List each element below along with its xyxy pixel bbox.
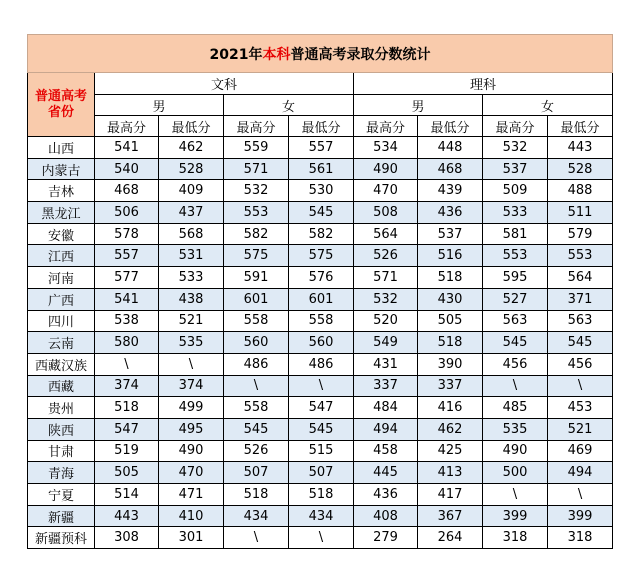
score-cell: 490 [354, 158, 418, 180]
province-cell: 江西 [28, 245, 95, 267]
score-cell: 507 [224, 462, 289, 484]
score-cell: 279 [354, 527, 418, 549]
score-cell: 494 [548, 462, 613, 484]
table-row [28, 440, 613, 462]
score-cell: \ [289, 375, 354, 397]
score-cell: 580 [95, 332, 159, 354]
score-cell: 458 [354, 440, 418, 462]
score-cell: 408 [354, 505, 418, 527]
province-cell: 新疆 [28, 505, 95, 527]
score-cell: \ [224, 527, 289, 549]
table-row [28, 267, 613, 289]
province-cell: 云南 [28, 332, 95, 354]
score-cell: 488 [548, 180, 613, 202]
score-cell: 535 [483, 418, 548, 440]
score-cell: \ [548, 484, 613, 506]
score-cell: 318 [548, 527, 613, 549]
group-header-like: 理科 [354, 73, 613, 95]
province-cell: 河南 [28, 267, 95, 289]
score-cell: 456 [483, 353, 548, 375]
table-row [28, 223, 613, 245]
score-cell: 582 [289, 223, 354, 245]
province-cell: 吉林 [28, 180, 95, 202]
score-cell: 533 [159, 267, 224, 289]
score-cell: 499 [159, 397, 224, 419]
score-cell: 500 [483, 462, 548, 484]
score-cell: 532 [224, 180, 289, 202]
score-cell: \ [224, 375, 289, 397]
score-cell: 561 [289, 158, 354, 180]
column-header: 最低分 [159, 116, 224, 137]
score-cell: 434 [224, 505, 289, 527]
score-cell: 443 [95, 505, 159, 527]
score-cell: 581 [483, 223, 548, 245]
province-cell: 西藏 [28, 375, 95, 397]
score-cell: 436 [354, 484, 418, 506]
score-cell: 560 [289, 332, 354, 354]
score-table [27, 34, 613, 549]
score-cell: 410 [159, 505, 224, 527]
score-cell: 470 [159, 462, 224, 484]
score-cell: 534 [354, 137, 418, 159]
score-cell: 601 [224, 288, 289, 310]
score-cell: 453 [548, 397, 613, 419]
table-title [28, 35, 613, 73]
score-cell: 337 [418, 375, 483, 397]
table-row [28, 158, 613, 180]
score-cell: 264 [418, 527, 483, 549]
score-cell: 518 [418, 267, 483, 289]
score-cell: 416 [418, 397, 483, 419]
score-cell: 470 [354, 180, 418, 202]
score-cell: 537 [483, 158, 548, 180]
score-cell: 568 [159, 223, 224, 245]
score-cell: 518 [95, 397, 159, 419]
score-cell: 577 [95, 267, 159, 289]
score-cell: 564 [548, 267, 613, 289]
score-cell: 519 [95, 440, 159, 462]
score-cell: 485 [483, 397, 548, 419]
score-cell: 531 [159, 245, 224, 267]
score-cell: 558 [224, 397, 289, 419]
score-cell: 560 [224, 332, 289, 354]
province-cell: 陕西 [28, 418, 95, 440]
table-row [28, 484, 613, 506]
table-row [28, 180, 613, 202]
score-cell: 532 [354, 288, 418, 310]
gender-header: 女 [483, 95, 613, 116]
score-cell: 337 [354, 375, 418, 397]
score-cell: 518 [289, 484, 354, 506]
score-cell: 431 [354, 353, 418, 375]
column-header: 最高分 [224, 116, 289, 137]
province-cell: 安徽 [28, 223, 95, 245]
score-cell: 437 [159, 202, 224, 224]
column-header: 最低分 [548, 116, 613, 137]
score-cell: 578 [95, 223, 159, 245]
score-cell: 558 [224, 310, 289, 332]
score-cell: 557 [289, 137, 354, 159]
score-cell: 486 [289, 353, 354, 375]
score-cell: 468 [418, 158, 483, 180]
score-cell: 514 [95, 484, 159, 506]
score-cell: 409 [159, 180, 224, 202]
column-header: 最高分 [95, 116, 159, 137]
score-cell: 417 [418, 484, 483, 506]
table-row [28, 137, 613, 159]
score-cell: 528 [159, 158, 224, 180]
table-row [28, 245, 613, 267]
score-cell: 318 [483, 527, 548, 549]
score-cell: 541 [95, 288, 159, 310]
score-cell: 532 [483, 137, 548, 159]
table-row [28, 332, 613, 354]
score-cell: 469 [548, 440, 613, 462]
title-year: 2021年 [209, 46, 263, 63]
score-cell: 438 [159, 288, 224, 310]
score-cell: 547 [289, 397, 354, 419]
score-cell: 521 [548, 418, 613, 440]
score-cell: 575 [224, 245, 289, 267]
score-cell: 456 [548, 353, 613, 375]
score-cell: 553 [224, 202, 289, 224]
score-cell: 445 [354, 462, 418, 484]
score-cell: 506 [95, 202, 159, 224]
score-cell: 430 [418, 288, 483, 310]
score-cell: 439 [418, 180, 483, 202]
score-cell: \ [548, 375, 613, 397]
province-cell: 黑龙江 [28, 202, 95, 224]
score-cell: \ [289, 527, 354, 549]
group-header-wenke: 文科 [95, 73, 354, 95]
score-cell: 601 [289, 288, 354, 310]
score-cell: 537 [418, 223, 483, 245]
score-cell: 533 [483, 202, 548, 224]
score-cell: 527 [483, 288, 548, 310]
table-row [28, 397, 613, 419]
table-row [28, 288, 613, 310]
score-table-container [27, 34, 612, 549]
province-cell: 青海 [28, 462, 95, 484]
score-cell: 505 [418, 310, 483, 332]
score-cell: 436 [418, 202, 483, 224]
gender-header: 男 [354, 95, 483, 116]
score-cell: 443 [548, 137, 613, 159]
score-cell: 579 [548, 223, 613, 245]
score-cell: 494 [354, 418, 418, 440]
score-cell: 301 [159, 527, 224, 549]
score-cell: 571 [224, 158, 289, 180]
score-cell: 468 [95, 180, 159, 202]
score-cell: 399 [483, 505, 548, 527]
score-cell: 558 [289, 310, 354, 332]
score-cell: 367 [418, 505, 483, 527]
score-cell: 448 [418, 137, 483, 159]
table-row [28, 462, 613, 484]
score-cell: 563 [548, 310, 613, 332]
score-cell: 471 [159, 484, 224, 506]
score-cell: 511 [548, 202, 613, 224]
score-cell: 564 [354, 223, 418, 245]
score-cell: 526 [354, 245, 418, 267]
score-cell: 575 [289, 245, 354, 267]
score-cell: 518 [418, 332, 483, 354]
score-cell: 462 [159, 137, 224, 159]
score-cell: 508 [354, 202, 418, 224]
score-cell: 545 [289, 202, 354, 224]
score-cell: 576 [289, 267, 354, 289]
province-cell: 宁夏 [28, 484, 95, 506]
score-cell: 495 [159, 418, 224, 440]
score-cell: 545 [548, 332, 613, 354]
score-cell: 399 [548, 505, 613, 527]
province-cell: 贵州 [28, 397, 95, 419]
score-cell: \ [159, 353, 224, 375]
province-cell: 甘肃 [28, 440, 95, 462]
score-cell: 528 [548, 158, 613, 180]
score-cell: 591 [224, 267, 289, 289]
gender-header: 女 [224, 95, 354, 116]
score-cell: 595 [483, 267, 548, 289]
score-cell: 518 [224, 484, 289, 506]
score-cell: 507 [289, 462, 354, 484]
score-cell: 545 [483, 332, 548, 354]
score-cell: 374 [159, 375, 224, 397]
score-cell: 486 [224, 353, 289, 375]
province-header: 普通高考 省份 [28, 73, 95, 137]
column-header: 最高分 [483, 116, 548, 137]
score-cell: 545 [289, 418, 354, 440]
table-row [28, 505, 613, 527]
score-cell: 582 [224, 223, 289, 245]
title-rest: 普通高考录取分数统计 [290, 46, 431, 63]
table-row [28, 310, 613, 332]
column-header: 最低分 [418, 116, 483, 137]
score-cell: 553 [548, 245, 613, 267]
gender-header: 男 [95, 95, 224, 116]
score-cell: 390 [418, 353, 483, 375]
province-cell: 山西 [28, 137, 95, 159]
score-cell: 490 [483, 440, 548, 462]
province-cell: 新疆预科 [28, 527, 95, 549]
table-row [28, 527, 613, 549]
score-cell: 563 [483, 310, 548, 332]
score-cell: 413 [418, 462, 483, 484]
score-cell: 374 [95, 375, 159, 397]
score-cell: 553 [483, 245, 548, 267]
province-cell: 广西 [28, 288, 95, 310]
score-cell: 505 [95, 462, 159, 484]
score-cell: 490 [159, 440, 224, 462]
score-cell: 462 [418, 418, 483, 440]
score-cell: 425 [418, 440, 483, 462]
score-cell: 535 [159, 332, 224, 354]
score-cell: 530 [289, 180, 354, 202]
score-cell: 484 [354, 397, 418, 419]
score-cell: \ [95, 353, 159, 375]
table-row [28, 202, 613, 224]
score-cell: 521 [159, 310, 224, 332]
province-cell: 西藏汉族 [28, 353, 95, 375]
title-highlight: 本科 [262, 46, 291, 63]
score-cell: 308 [95, 527, 159, 549]
score-cell: 515 [289, 440, 354, 462]
score-cell: 559 [224, 137, 289, 159]
score-cell: 526 [224, 440, 289, 462]
score-cell: 538 [95, 310, 159, 332]
table-row [28, 375, 613, 397]
score-cell: \ [483, 375, 548, 397]
score-cell: 509 [483, 180, 548, 202]
score-cell: 520 [354, 310, 418, 332]
score-cell: 571 [354, 267, 418, 289]
score-cell: 557 [95, 245, 159, 267]
score-cell: 545 [224, 418, 289, 440]
score-cell: 541 [95, 137, 159, 159]
province-cell: 内蒙古 [28, 158, 95, 180]
score-cell: 547 [95, 418, 159, 440]
score-cell: 549 [354, 332, 418, 354]
score-cell: 371 [548, 288, 613, 310]
score-cell: 434 [289, 505, 354, 527]
province-cell: 四川 [28, 310, 95, 332]
score-cell: \ [483, 484, 548, 506]
table-row [28, 353, 613, 375]
score-cell: 516 [418, 245, 483, 267]
table-row [28, 418, 613, 440]
column-header: 最高分 [354, 116, 418, 137]
column-header: 最低分 [289, 116, 354, 137]
score-cell: 540 [95, 158, 159, 180]
